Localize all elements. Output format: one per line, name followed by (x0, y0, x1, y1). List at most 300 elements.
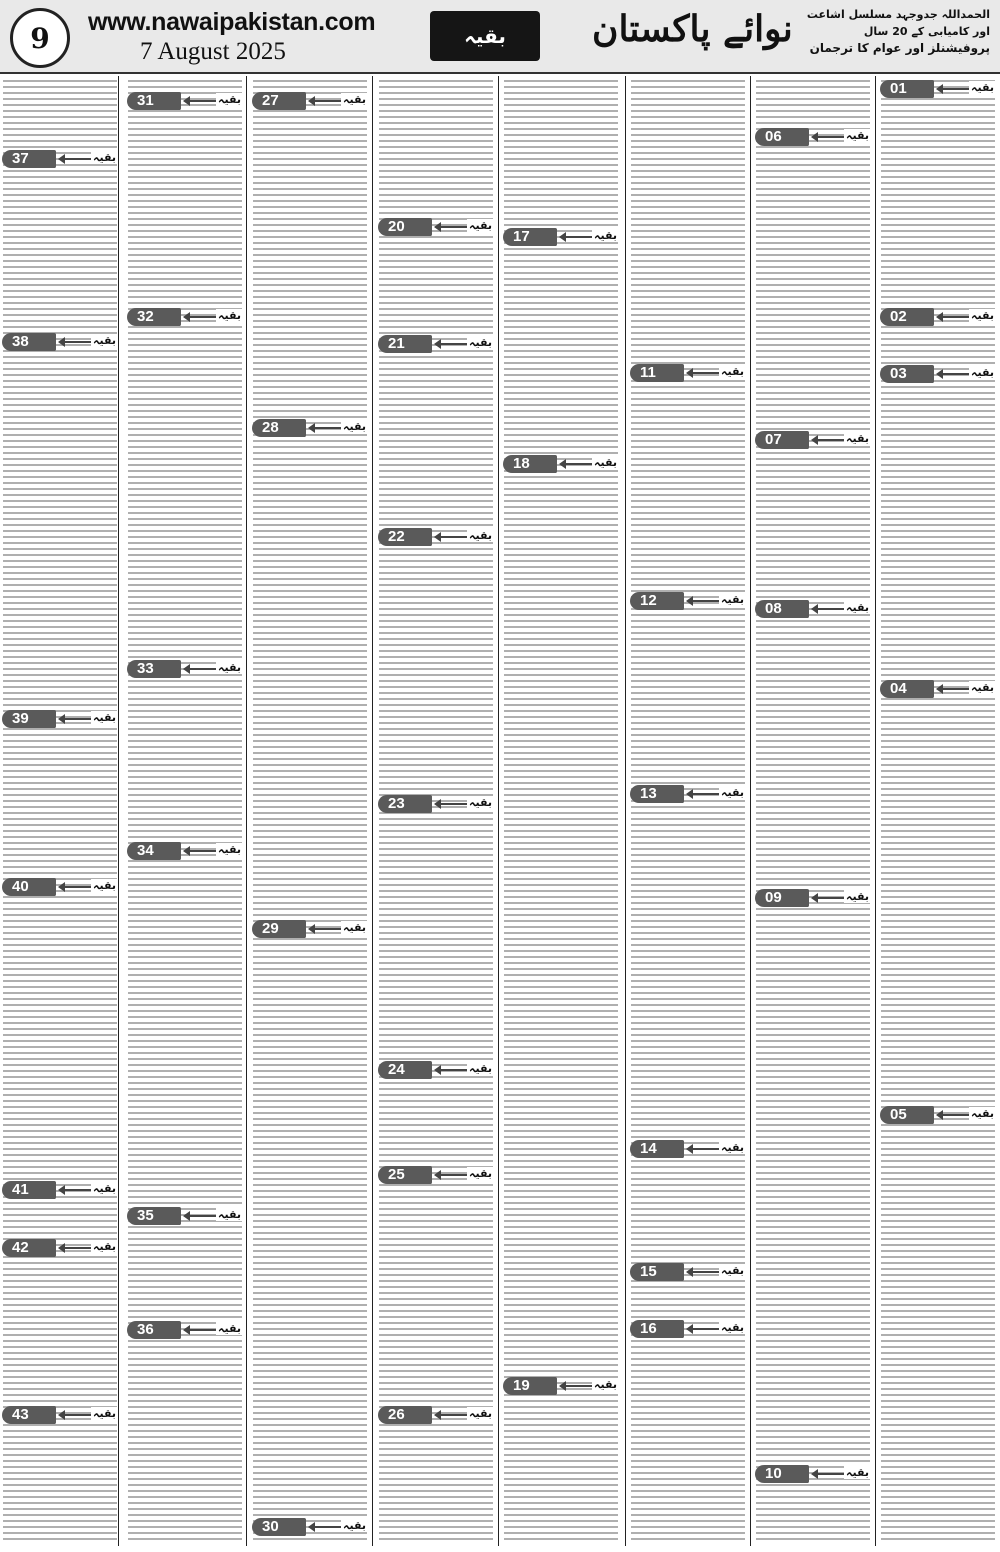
text-line (3, 1292, 117, 1294)
text-line (253, 968, 367, 970)
text-line (756, 716, 870, 718)
text-line (756, 368, 870, 370)
text-line (504, 1328, 618, 1330)
text-line (379, 308, 493, 310)
continuation-number: 40 (2, 878, 56, 896)
text-line (379, 296, 493, 298)
text-line (3, 1484, 117, 1486)
issue-date: 7 August 2025 (140, 38, 286, 65)
text-line (128, 464, 242, 466)
text-line (253, 998, 367, 1000)
text-line (631, 752, 745, 754)
text-line (3, 614, 117, 616)
text-line (504, 1304, 618, 1306)
text-line (756, 308, 870, 310)
text-line (253, 938, 367, 940)
text-line (253, 1364, 367, 1366)
text-line (253, 806, 367, 808)
text-line (379, 572, 493, 574)
text-line (631, 1460, 745, 1462)
text-line (379, 1280, 493, 1282)
text-line (3, 800, 117, 802)
text-line (881, 1280, 995, 1282)
text-line (128, 110, 242, 112)
text-line (756, 674, 870, 676)
text-line (504, 1520, 618, 1522)
text-line (756, 146, 870, 148)
text-line (3, 1508, 117, 1510)
text-line (3, 446, 117, 448)
text-line (379, 80, 493, 82)
text-line (631, 314, 745, 316)
text-line (881, 1178, 995, 1180)
text-line (504, 344, 618, 346)
text-line (504, 1172, 618, 1174)
text-line (504, 1232, 618, 1234)
text-line (881, 1076, 995, 1078)
text-line (3, 860, 117, 862)
text-line (128, 1136, 242, 1138)
text-line (3, 116, 117, 118)
text-line (504, 1316, 618, 1318)
text-line (631, 404, 745, 406)
text-line (504, 668, 618, 670)
text-line (881, 344, 995, 346)
text-line (631, 1196, 745, 1198)
text-line (379, 962, 493, 964)
text-line (504, 1322, 618, 1324)
text-line (379, 1004, 493, 1006)
website-url[interactable]: www.nawaipakistan.com (88, 8, 376, 36)
text-line (379, 602, 493, 604)
text-line (3, 1016, 117, 1018)
text-line (631, 176, 745, 178)
text-line (756, 1262, 870, 1264)
text-line (128, 434, 242, 436)
continuation-number: 25 (378, 1166, 432, 1184)
text-line (3, 1448, 117, 1450)
text-line (881, 926, 995, 928)
text-line (253, 1400, 367, 1402)
text-line (379, 824, 493, 826)
text-line (631, 1244, 745, 1246)
text-line (128, 1490, 242, 1492)
continuation-label: بقیہ (343, 921, 366, 934)
text-line (504, 1352, 618, 1354)
text-line (3, 404, 117, 406)
text-line (756, 296, 870, 298)
text-line (504, 998, 618, 1000)
text-line (128, 374, 242, 376)
text-line (379, 1526, 493, 1528)
text-line (631, 974, 745, 976)
text-line (631, 956, 745, 958)
text-line (631, 638, 745, 640)
text-line (3, 1460, 117, 1462)
text-line (128, 806, 242, 808)
text-line (253, 140, 367, 142)
text-line (756, 260, 870, 262)
text-line (631, 722, 745, 724)
text-line (756, 764, 870, 766)
text-line (631, 806, 745, 808)
text-line (3, 572, 117, 574)
text-line (756, 596, 870, 598)
text-line (379, 278, 493, 280)
text-line (3, 302, 117, 304)
continuation-number: 15 (630, 1263, 684, 1281)
text-line (881, 1292, 995, 1294)
text-line (379, 548, 493, 550)
text-line (756, 1442, 870, 1444)
text-line (504, 806, 618, 808)
text-line (631, 818, 745, 820)
text-line (128, 1202, 242, 1204)
text-line (253, 638, 367, 640)
text-line (128, 680, 242, 682)
text-line (379, 1016, 493, 1018)
text-line (379, 1394, 493, 1396)
text-line (3, 842, 117, 844)
text-line (128, 1106, 242, 1108)
text-line (3, 836, 117, 838)
text-line (3, 1442, 117, 1444)
text-line (379, 716, 493, 718)
text-line (504, 662, 618, 664)
text-line (756, 1460, 870, 1462)
text-line (253, 1052, 367, 1054)
text-line (504, 1406, 618, 1408)
text-line (128, 1532, 242, 1534)
continuation-tag (630, 364, 746, 382)
text-line (631, 284, 745, 286)
text-line (128, 1346, 242, 1348)
text-line (756, 452, 870, 454)
text-line (128, 920, 242, 922)
text-line (631, 674, 745, 676)
text-line (631, 848, 745, 850)
text-line (504, 812, 618, 814)
text-line (631, 1298, 745, 1300)
text-line (3, 812, 117, 814)
text-line (253, 1466, 367, 1468)
text-line (253, 1190, 367, 1192)
text-line (756, 554, 870, 556)
text-line (3, 1424, 117, 1426)
text-line (253, 224, 367, 226)
body-text (2, 76, 118, 1546)
continuation-tag (127, 1207, 243, 1225)
text-line (253, 122, 367, 124)
text-line (631, 1010, 745, 1012)
text-line (504, 914, 618, 916)
text-line (3, 1298, 117, 1300)
text-line (3, 938, 117, 940)
text-line (504, 434, 618, 436)
text-line (631, 1520, 745, 1522)
text-line (379, 890, 493, 892)
section-label: بقیہ (430, 11, 540, 61)
text-line (3, 134, 117, 136)
text-line (253, 1136, 367, 1138)
text-line (379, 320, 493, 322)
text-line (881, 548, 995, 550)
text-line (128, 518, 242, 520)
text-line (253, 1106, 367, 1108)
continuation-tag (755, 431, 871, 449)
text-line (3, 266, 117, 268)
text-line (253, 1538, 367, 1540)
text-line (379, 176, 493, 178)
text-line (881, 1148, 995, 1150)
text-line (128, 386, 242, 388)
text-line (379, 1202, 493, 1204)
text-line (3, 1532, 117, 1534)
text-line (3, 1520, 117, 1522)
text-line (3, 230, 117, 232)
text-line (504, 164, 618, 166)
text-line (253, 488, 367, 490)
text-line (881, 416, 995, 418)
text-line (631, 1106, 745, 1108)
text-line (756, 1394, 870, 1396)
continuation-label: بقیہ (971, 309, 994, 322)
text-line (631, 1220, 745, 1222)
continuation-label: بقیہ (343, 1519, 366, 1532)
text-line (756, 290, 870, 292)
text-line (253, 1130, 367, 1132)
text-line (128, 746, 242, 748)
text-line (128, 986, 242, 988)
text-line (881, 764, 995, 766)
text-line (504, 350, 618, 352)
text-line (504, 1418, 618, 1420)
text-line (756, 662, 870, 664)
text-line (631, 494, 745, 496)
text-line (756, 1304, 870, 1306)
text-line (504, 500, 618, 502)
text-line (128, 458, 242, 460)
text-line (253, 1292, 367, 1294)
text-line (881, 188, 995, 190)
text-line (881, 1196, 995, 1198)
text-line (504, 104, 618, 106)
text-line (504, 1442, 618, 1444)
text-line (504, 1016, 618, 1018)
text-line (756, 530, 870, 532)
text-line (128, 614, 242, 616)
continuation-number: 11 (630, 364, 684, 382)
text-line (756, 86, 870, 88)
text-line (631, 104, 745, 106)
text-line (756, 1082, 870, 1084)
text-line (631, 320, 745, 322)
text-line (253, 1058, 367, 1060)
text-line (631, 878, 745, 880)
text-line (3, 218, 117, 220)
text-line (3, 92, 117, 94)
text-line (3, 1376, 117, 1378)
text-line (128, 470, 242, 472)
text-line (3, 1430, 117, 1432)
text-line (631, 1340, 745, 1342)
text-line (631, 572, 745, 574)
text-line (3, 488, 117, 490)
text-line (253, 260, 367, 262)
text-line (881, 908, 995, 910)
text-line (504, 278, 618, 280)
text-line (881, 530, 995, 532)
text-line (756, 392, 870, 394)
continuation-tag (755, 128, 871, 146)
text-line (881, 698, 995, 700)
text-line (756, 422, 870, 424)
text-line (128, 800, 242, 802)
text-line (253, 212, 367, 214)
text-line (881, 1334, 995, 1336)
text-line (756, 1100, 870, 1102)
continuation-tag (503, 228, 619, 246)
text-line (881, 266, 995, 268)
text-line (379, 1232, 493, 1234)
text-line (379, 1124, 493, 1126)
text-line (631, 1424, 745, 1426)
continuation-label: بقیہ (93, 879, 116, 892)
text-line (504, 326, 618, 328)
continuation-label: بقیہ (721, 1321, 744, 1334)
text-line (881, 566, 995, 568)
text-line (881, 542, 995, 544)
text-line (881, 1400, 995, 1402)
text-column (630, 76, 746, 1546)
text-line (504, 566, 618, 568)
text-line (756, 668, 870, 670)
text-line (253, 842, 367, 844)
text-line (504, 146, 618, 148)
text-line (379, 938, 493, 940)
text-line (128, 818, 242, 820)
text-line (631, 80, 745, 82)
text-line (504, 734, 618, 736)
text-line (756, 1514, 870, 1516)
text-line (881, 1214, 995, 1216)
text-line (756, 1070, 870, 1072)
text-line (631, 968, 745, 970)
text-line (504, 764, 618, 766)
text-line (379, 782, 493, 784)
text-line (128, 1454, 242, 1456)
text-line (756, 164, 870, 166)
text-line (379, 1238, 493, 1240)
text-line (3, 950, 117, 952)
text-line (881, 662, 995, 664)
text-line (3, 1112, 117, 1114)
text-line (504, 440, 618, 442)
text-line (631, 92, 745, 94)
continuation-number: 22 (378, 528, 432, 546)
text-line (631, 728, 745, 730)
text-line (3, 704, 117, 706)
text-line (379, 554, 493, 556)
text-line (128, 116, 242, 118)
text-line (756, 1292, 870, 1294)
continuation-label: بقیہ (93, 1182, 116, 1195)
text-line (253, 398, 367, 400)
text-line (631, 896, 745, 898)
text-line (128, 212, 242, 214)
text-line (631, 632, 745, 634)
text-line (3, 530, 117, 532)
text-line (504, 260, 618, 262)
text-line (756, 860, 870, 862)
text-line (379, 728, 493, 730)
text-line (504, 1370, 618, 1372)
continuation-tag (378, 1061, 494, 1079)
text-line (379, 512, 493, 514)
text-line (253, 620, 367, 622)
text-line (756, 1298, 870, 1300)
text-line (128, 752, 242, 754)
text-line (504, 932, 618, 934)
text-line (3, 758, 117, 760)
text-line (253, 1304, 367, 1306)
text-line (756, 620, 870, 622)
text-line (128, 1292, 242, 1294)
text-line (379, 608, 493, 610)
continuation-tag (2, 1239, 118, 1257)
text-line (631, 1070, 745, 1072)
text-line (128, 152, 242, 154)
text-line (504, 536, 618, 538)
text-line (504, 686, 618, 688)
text-line (504, 590, 618, 592)
text-line (881, 578, 995, 580)
text-line (379, 140, 493, 142)
text-line (253, 1214, 367, 1216)
text-line (756, 398, 870, 400)
text-line (128, 512, 242, 514)
text-line (631, 518, 745, 520)
text-line (3, 1304, 117, 1306)
text-line (379, 200, 493, 202)
text-line (3, 608, 117, 610)
text-line (3, 932, 117, 934)
column-divider (118, 76, 119, 1546)
text-line (128, 1358, 242, 1360)
text-line (379, 470, 493, 472)
text-line (379, 332, 493, 334)
text-column (127, 76, 243, 1546)
text-line (756, 1214, 870, 1216)
text-line (3, 1154, 117, 1156)
text-line (756, 560, 870, 562)
text-line (3, 1172, 117, 1174)
text-line (128, 1130, 242, 1132)
text-line (379, 1118, 493, 1120)
text-line (756, 944, 870, 946)
text-line (631, 782, 745, 784)
text-line (631, 734, 745, 736)
text-line (756, 1274, 870, 1276)
text-line (3, 596, 117, 598)
text-line (3, 272, 117, 274)
text-line (756, 116, 870, 118)
text-line (253, 890, 367, 892)
continuation-tag (127, 92, 243, 110)
text-line (3, 584, 117, 586)
text-line (756, 956, 870, 958)
text-line (504, 362, 618, 364)
